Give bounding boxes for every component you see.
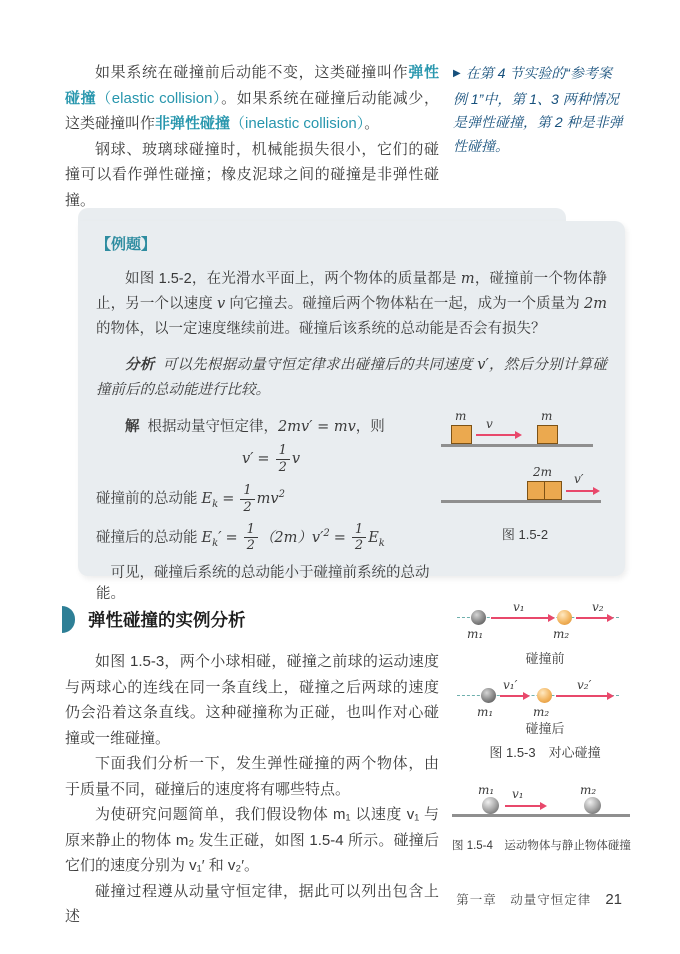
ball-m2: [584, 797, 601, 814]
eq-rhs: v: [291, 450, 301, 467]
intro-paragraph-2: 钢球、玻璃球碰撞时，机械能损失很小，它们的碰撞可以看作弹性碰撞；橡皮泥球之间的碰撞是非弹性碰撞。: [65, 140, 439, 209]
var-E: E: [201, 491, 213, 508]
analysis-label: 分析: [125, 357, 155, 373]
fraction-numerator: 1: [244, 523, 258, 539]
solution-label: 解: [125, 419, 140, 435]
fraction-one-half: [240, 484, 254, 514]
intro-paragraph-1: [65, 60, 439, 137]
example-box: [78, 208, 625, 602]
block-combined-right: [544, 481, 562, 500]
intro-section: [65, 60, 625, 213]
sup-2: 2: [323, 527, 330, 539]
triangle-marker-icon: ▶: [453, 68, 461, 79]
analysis-text-1: 可以先根据动量守恒定律求出碰撞后的共同速度: [162, 357, 478, 373]
label-m2-before: m₂: [553, 627, 570, 641]
problem-text-2: ，碰撞前一个物体静止，另一个以速度: [96, 271, 608, 312]
sup-2: 2: [278, 489, 285, 501]
var-2m-vprime: （2m）v′: [259, 529, 324, 546]
solution-text-1: 根据动量守恒定律，: [147, 419, 278, 435]
var-2m-vprime2: [259, 527, 330, 546]
example-problem: [96, 267, 607, 342]
body-paragraph-3: 为使研究问题简单，我们假设物体 m₁ 以速度 v₁ 与原来静止的物体 m₂ 发生正碰，如图 1.5-4 所示。碰撞后它们的速度分别为 v₁′ 和 v₂′。: [65, 806, 439, 874]
label-m1-after: m₁: [477, 705, 494, 719]
section-title: 弹性碰撞的实例分析: [88, 610, 246, 630]
label-m-left: m: [455, 409, 467, 423]
equals-sign: =: [222, 491, 235, 508]
ground-line-bottom: [441, 500, 601, 503]
section-heading: [62, 606, 246, 633]
equals-sign: =: [333, 529, 346, 546]
velocity-arrow-v2-prime: [556, 695, 608, 697]
body-paragraph-2: 下面我们分析一下，发生弹性碰撞的两个物体，由于质量不同，碰撞后的速度将有哪些特点。: [65, 755, 439, 798]
fraction-one-half: [352, 523, 366, 553]
intro-text-1: 如果系统在碰撞前后动能不变，这类碰撞叫作: [95, 64, 409, 81]
var-m: m: [460, 271, 475, 287]
equation-momentum: 2mv′ = mv: [278, 419, 356, 435]
label-m-right: m: [541, 409, 553, 423]
term-elastic-collision: 弹性碰撞: [65, 64, 439, 107]
fraction-denominator: 2: [246, 538, 255, 554]
page-number: 21: [605, 891, 622, 908]
analysis-text-2: ，然后分别计算碰撞前后的总动能进行比较。: [96, 357, 608, 398]
fraction-numerator: 1: [352, 523, 366, 539]
ek-before-text: 碰撞前的总动能: [96, 491, 202, 508]
before-collision-label: 碰撞前: [525, 651, 565, 666]
example-label: 【例题】: [96, 236, 157, 253]
chapter-title: 第一章 动量守恒定律: [456, 893, 592, 907]
block-moving: [451, 425, 472, 444]
fraction-one-half: [244, 523, 258, 553]
sub-k: k: [212, 537, 219, 549]
example-box-content: [78, 221, 625, 602]
solution-conclusion: 可见，碰撞后系统的总动能小于碰撞前系统的总动能。: [96, 564, 430, 602]
block-stationary: [537, 425, 558, 444]
label-v-prime: v′: [574, 472, 584, 486]
var-v: v: [216, 296, 226, 312]
ball-m2-after: [537, 688, 552, 703]
fraction-one-half: [276, 444, 290, 474]
label-v1: v₁: [513, 600, 525, 614]
intro-paragraphs: [65, 60, 439, 213]
var-v-prime: v′: [477, 357, 489, 373]
var-mv: mv: [256, 491, 279, 508]
label-v1-prime: v₁′: [503, 678, 518, 692]
fraction-denominator: 2: [278, 459, 287, 475]
label-v2: v₂: [592, 600, 604, 614]
solution-line-Ek-before: [96, 484, 446, 514]
body-paragraph-4: 碰撞过程遵从动量守恒定律，据此可以列出包含上述: [65, 882, 439, 925]
var-mv2: [257, 491, 285, 507]
fraction-numerator: 1: [276, 444, 290, 460]
velocity-arrow-v1: [505, 805, 541, 807]
problem-text-3: 向它撞去。碰撞后两个物体粘在一起，成为一个质量为: [225, 296, 585, 312]
term-inelastic-collision-en: （inelastic collision）: [230, 115, 365, 132]
label-v2-prime: v₂′: [577, 678, 592, 692]
var-2m: 2m: [584, 296, 607, 312]
example-analysis: [96, 353, 607, 403]
fraction-denominator: 2: [354, 538, 364, 554]
ball-m2-before: [557, 610, 572, 625]
label-2m: 2m: [533, 465, 553, 479]
var-Ek: [201, 491, 219, 511]
figure-1-5-4: [452, 783, 637, 873]
sub-k: k: [378, 537, 385, 549]
var-Ek-prime: [201, 529, 222, 549]
solution-text-2: ，则: [355, 419, 385, 435]
var-E: E: [201, 529, 213, 546]
fraction-denominator: 2: [243, 499, 252, 515]
var-Ek: [368, 529, 385, 549]
figure-1-5-2-caption: 图 1.5-2: [501, 527, 549, 542]
body-paragraph-1: 如图 1.5-3，两个小球相碰，碰撞之前球的运动速度与两球心的连线在同一条直线上，碰撞之后两球的速度仍会沿着这条直线。这种碰撞称为正碰，也叫作对心碰撞或一维碰撞。: [65, 653, 439, 747]
sub-k: k: [212, 499, 219, 511]
problem-text-4: 的物体，以一定速度继续前进。碰撞后该系统的总动能是否会有损失？: [96, 321, 546, 337]
ek-after-text: 碰撞后的总动能: [96, 529, 202, 546]
ball-m1-after: [481, 688, 496, 703]
ball-m1: [482, 797, 499, 814]
body-paragraphs: [65, 649, 439, 930]
label-v: v: [486, 417, 493, 431]
solution-line-1: [96, 415, 446, 436]
margin-note-text: 在第 4 节实验的“参考案例 1”中，第 1、3 两种情况是弹性碰撞，第 2 种是非弹性碰撞。: [453, 65, 623, 154]
ball-m1-before: [471, 610, 486, 625]
figure-1-5-3-caption: 图 1.5-3 对心碰撞: [489, 745, 601, 760]
figure-1-5-4-caption: 图 1.5-4 运动物体与静止物体碰撞: [452, 840, 631, 852]
label-v1: v₁: [512, 787, 524, 801]
after-collision-label: 碰撞后: [525, 721, 565, 736]
intro-text-3: 。: [364, 115, 380, 132]
problem-text-1: 如图 1.5-2，在光滑水平面上，两个物体的质量都是: [125, 271, 461, 287]
solution-equation-vprime: [96, 444, 446, 474]
velocity-arrow-v: [476, 434, 516, 436]
term-inelastic-collision: 非弹性碰撞: [155, 115, 231, 132]
prime-mark: ′: [218, 529, 222, 546]
velocity-arrow-v2: [576, 617, 608, 619]
solution-line-Ek-after: [96, 523, 446, 553]
term-elastic-collision-en: （elastic collision）: [96, 89, 222, 107]
label-m1: m₁: [478, 783, 495, 797]
margin-note: [453, 60, 625, 213]
page-footer: [456, 890, 622, 908]
velocity-arrow-v1: [491, 617, 549, 619]
block-combined-left: [527, 481, 545, 500]
equals-sign: =: [257, 450, 270, 467]
label-m2: m₂: [580, 783, 597, 797]
var-E: E: [368, 529, 379, 546]
fraction-numerator: 1: [240, 484, 254, 500]
ground-line-top: [441, 444, 593, 447]
section-marker-icon: [62, 606, 75, 633]
ground-line: [452, 814, 630, 817]
label-m2-after: m₂: [533, 705, 550, 719]
velocity-arrow-v1-prime: [500, 695, 524, 697]
label-m1-before: m₁: [467, 627, 484, 641]
eq-lhs: v′: [241, 450, 254, 467]
figure-1-5-2: [439, 408, 611, 556]
example-solution: [96, 415, 446, 603]
intro-text-2: 。如果系统在碰撞后动能减少，这类碰撞叫作: [65, 89, 439, 132]
velocity-arrow-v-prime: [566, 490, 594, 492]
equals-sign: =: [225, 529, 238, 546]
figure-1-5-3: [455, 600, 635, 760]
